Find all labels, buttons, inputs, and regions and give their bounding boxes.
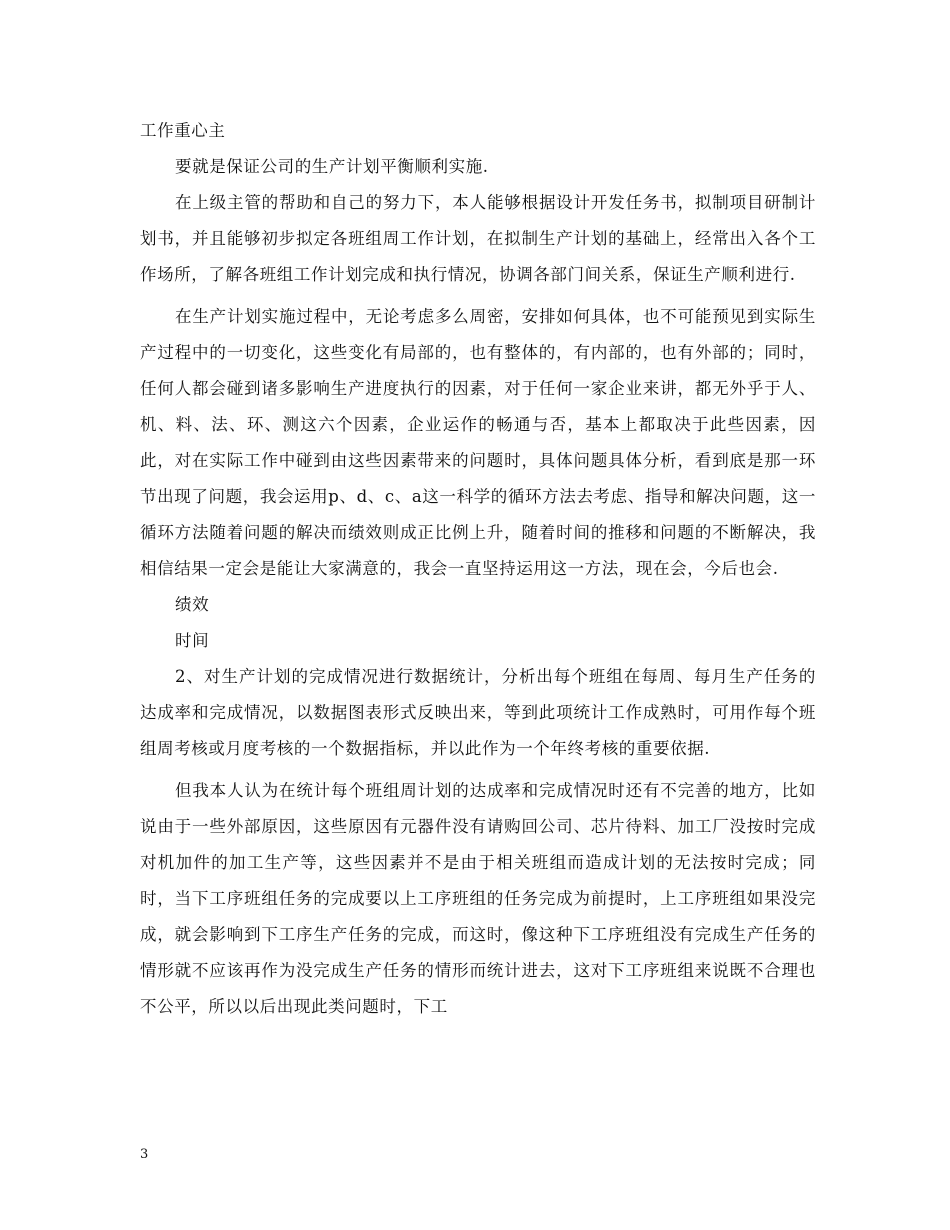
- document-body: [140, 113, 816, 1025]
- paragraph-planning: 在上级主管的帮助和自己的努力下，本人能够根据设计开发任务书，拟制项目研制计划书，并且能够初步拟定各班组周工作计划，在拟制生产计划的基础上，经常出入各个工作场所，了解各班组工作计划完成和执行情况，协调各部门间关系，保证生产顺利进行.: [140, 193, 816, 284]
- paragraph-continuation: 要就是保证公司的生产计划平衡顺利实施.: [175, 157, 489, 176]
- paragraph-implementation: 在生产计划实施过程中，无论考虑多么周密，安排如何具体，也不可能预见到实际生产过程中的一切变化，这些变化有局部的，也有整体的，有内部的，也有外部的；同时，任何人都会碰到诸多影响生产进度执行的因素，对于任何一家企业来讲，都无外乎于人、机、料、法、环、测这六个因素，企业运作的畅通与否，基本上都取决于此些因素，因此，对在实际工作中碰到由这些因素带来的问题时，具体问题具体分析，看到底是那一环节出现了问题，我会运用p、d、c、a这一科学的循环方法去考虑、指导和解决问题，这一循环方法随着问题的解决而绩效则成正比例上升，随着时间的推移和问题的不断解决，我相信结果一定会是能让大家满意的，我会一直坚持运用这一方法，现在会，今后也会.: [140, 307, 816, 578]
- paragraph-improvement: 但我本人认为在统计每个班组周计划的达成率和完成情况时还有不完善的地方，比如说由于一些外部原因，这些原因有元器件没有请购回公司、芯片待料、加工厂没按时完成对机加件的加工生产等，这些因素并不是由于相关班组而造成计划的无法按时完成；同时，当下工序班组任务的完成要以上工序班组的任务完成为前提时，上工序班组如果没完成，就会影响到下工序生产任务的完成，而这时，像这种下工序班组没有完成生产任务的情形就不应该再作为没完成生产任务的情形而统计进去，这对下工序班组来说既不合理也不公平，所以以后出现此类问题时，下工: [140, 781, 816, 1016]
- paragraph-statistics: 2、对生产计划的完成情况进行数据统计，分析出每个班组在每周、每月生产任务的达成率和完成情况，以数据图表形式反映出来，等到此项统计工作成熟时，可用作每个班组周考核或月度考核的一个数据指标，并以此作为一个年终考核的重要依据.: [140, 667, 816, 758]
- paragraph-heading-fragment: 工作重心主: [140, 121, 226, 140]
- paragraph-time: 时间: [175, 631, 210, 650]
- page-number: 3: [140, 1147, 149, 1162]
- paragraph-performance: 绩效: [175, 595, 210, 614]
